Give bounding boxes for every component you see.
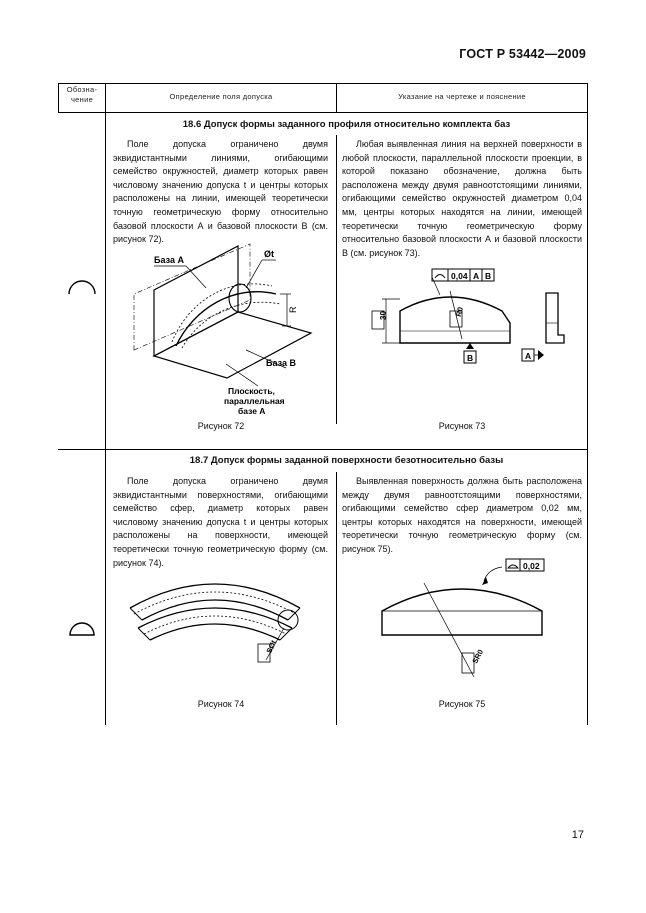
fig72-base-b-label: База В: [266, 358, 296, 368]
page-number: 17: [571, 829, 584, 841]
profile-tolerance-symbol: [66, 278, 98, 298]
figure-73: [342, 263, 582, 373]
explanation-18-7: Выявленная поверхность должна быть расположена между двумя равноотстоящими поверхностями, огибающими семейство сфер диаметром 0,02 мм, центры которых находятся на поверхности, имеющей теоретически точную геометрическую форму (см. рисунок 75).: [342, 476, 582, 554]
fig73-tolerance-value: 0,04: [451, 271, 468, 281]
header-definition: Определение поля допуска: [169, 92, 273, 101]
fig72-plane-line3: базе А: [238, 406, 266, 416]
section-title-18-7: 18.7 Допуск формы заданной поверхности безотносительно базы: [189, 455, 504, 466]
fig73-datum-a: A: [473, 271, 480, 281]
fig72-plane-line2: параллельная: [224, 396, 285, 406]
figure-74: [120, 568, 330, 678]
caption-figure-75: Рисунок 75: [438, 699, 486, 709]
explanation-18-6: Любая выявленная линия на верхней поверхности в любой плоскости, параллельной плоскости проекции, в которой показано обозначение, должна быть расположена между двумя равноотстоящими линиями, огибающими семейство окружностей диаметром 0,04 мм, центры которых находятся на линии, имеющей теоретически точную геометрическую форму относительно базовой плоскости А и базовой плоскости В (см. рисунок 73).: [342, 139, 582, 258]
fig73-datum-b: B: [485, 271, 492, 281]
fig72-radius-label: R: [288, 306, 298, 313]
fig75-tolerance-value: 0,02: [523, 561, 540, 571]
caption-figure-74: Рисунок 74: [197, 699, 245, 709]
definition-18-6: Поле допуска ограничено двумя эквидистантными линиями, огибающими семейство окружностей, диаметр которых равен числовому значению допуска t и центры которых расположены на линии, имеющей теоретически точную геометрическую форму относительно базовой плоскости А и базовой плоскости В (см. рисунок 72).: [113, 139, 328, 245]
fig73-height-label: 30: [379, 311, 388, 320]
document-header: ГОСТ Р 53442—2009: [459, 47, 586, 61]
fig72-plane-line1: Плоскость,: [228, 386, 275, 396]
fig73-box-a: A: [525, 351, 532, 361]
figure-72: [116, 238, 331, 418]
fig75-radius-label: SR0: [470, 647, 486, 666]
caption-figure-73: Рисунок 73: [438, 421, 486, 431]
header-designation: Обозна- чение: [66, 85, 98, 104]
fig72-base-a-label: База А: [154, 255, 184, 265]
fig73-box-b: B: [467, 353, 474, 363]
surface-tolerance-symbol: [67, 615, 97, 639]
caption-figure-72: Рисунок 72: [197, 421, 245, 431]
fig74-sphere-label: SØt: [264, 638, 279, 655]
fig72-diameter-label: Øt: [264, 249, 274, 259]
header-explanation: Указание на чертеже и пояснение: [398, 92, 526, 101]
fig73-radius-label: R0: [453, 306, 466, 318]
definition-18-7: Поле допуска ограничено двумя эквидистантными поверхностями, огибающими семейство сфер, диаметр которых равен числовому значению допуска t и центры которых расположены на поверхности, имеющей теоретически точную геометрическую форму (см. рисунок 74).: [113, 476, 328, 568]
figure-75: [342, 553, 582, 683]
section-title-18-6: 18.6 Допуск формы заданного профиля относительно комплекта баз: [182, 119, 511, 130]
tolerance-table: [58, 83, 588, 725]
